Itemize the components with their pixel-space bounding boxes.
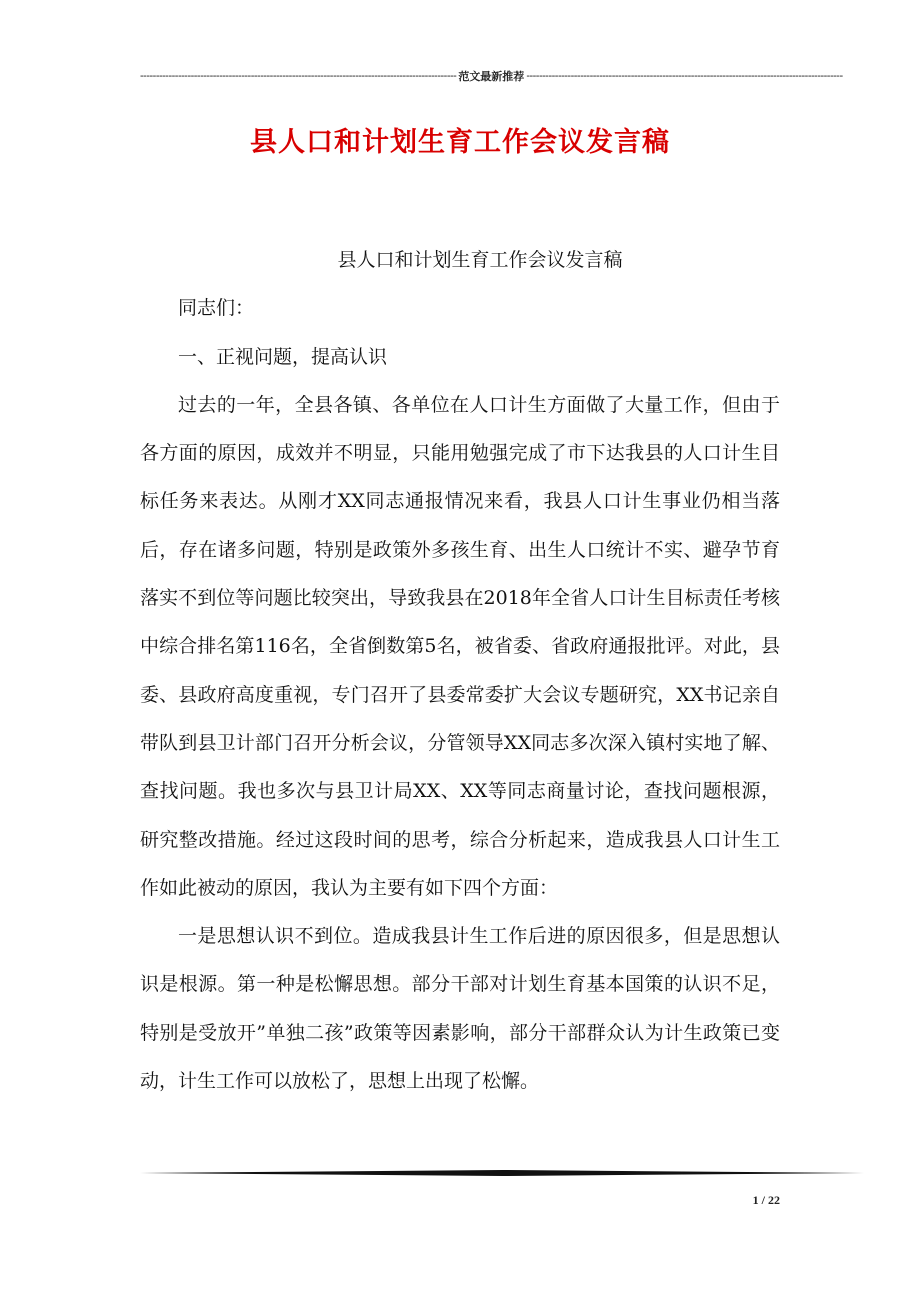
section-heading: 一、正视问题，提高认识	[178, 345, 388, 368]
greeting: 同志们：	[178, 297, 255, 320]
paragraph: 过去的一年，全县各镇、各单位在人口计生方面做了大量工作，但由于各方面的原因，成效并不明显，只能用勉强完成了市下达我县的人口计生目标任务来表达。从刚才XX同志通报情况来看，我县人口计生事业仍相当落后，存在诸多问题，特别是政策外多孩生育、出生人口统计不实、避孕节育落实不到位等问题比较突出，导致我县在2018年全省人口计生目标责任考核中综合排名第116名，全省倒数第5名，被省委、省政府通报批评。对此，县委、县政府高度重视，专门召开了县委常委扩大会议专题研究，XX书记亲自带队到县卫计部门召开分析会议，分管领导XX同志多次深入镇村实地了解、查找问题。我也多次与县卫计局XX、XX等同志商量讨论，查找问题根源，研究整改措施。经过这段时间的思考，综合分析起来，造成我县人口计生工作如此被动的原因，我认为主要有如下四个方面：	[140, 393, 780, 899]
document-subtitle: 县人口和计划生育工作会议发言稿	[337, 249, 623, 271]
paragraph: 一是思想认识不到位。造成我县计生工作后进的原因很多，但是思想认识是根源。第一种是松懈思想。部分干部对计划生育基本国策的认识不足，特别是受放开”单独二孩”政策等因素影响，部分干部群众认为计生政策已变动，计生工作可以放松了，思想上出现了松懈。	[140, 925, 780, 1093]
footer-rule	[140, 1170, 864, 1176]
document-title: 县人口和计划生育工作会议发言稿	[250, 127, 670, 158]
header-dashes-right: ----------------------------------------------------------------------------------------------------	[526, 70, 843, 82]
document-body	[140, 236, 780, 1105]
page-header	[140, 68, 843, 84]
header-label: 范文最新推荐	[458, 71, 525, 83]
page-number: 1 / 22	[752, 1193, 780, 1207]
header-dashes-left: ----------------------------------------------------------------------------------------------------	[140, 70, 457, 82]
